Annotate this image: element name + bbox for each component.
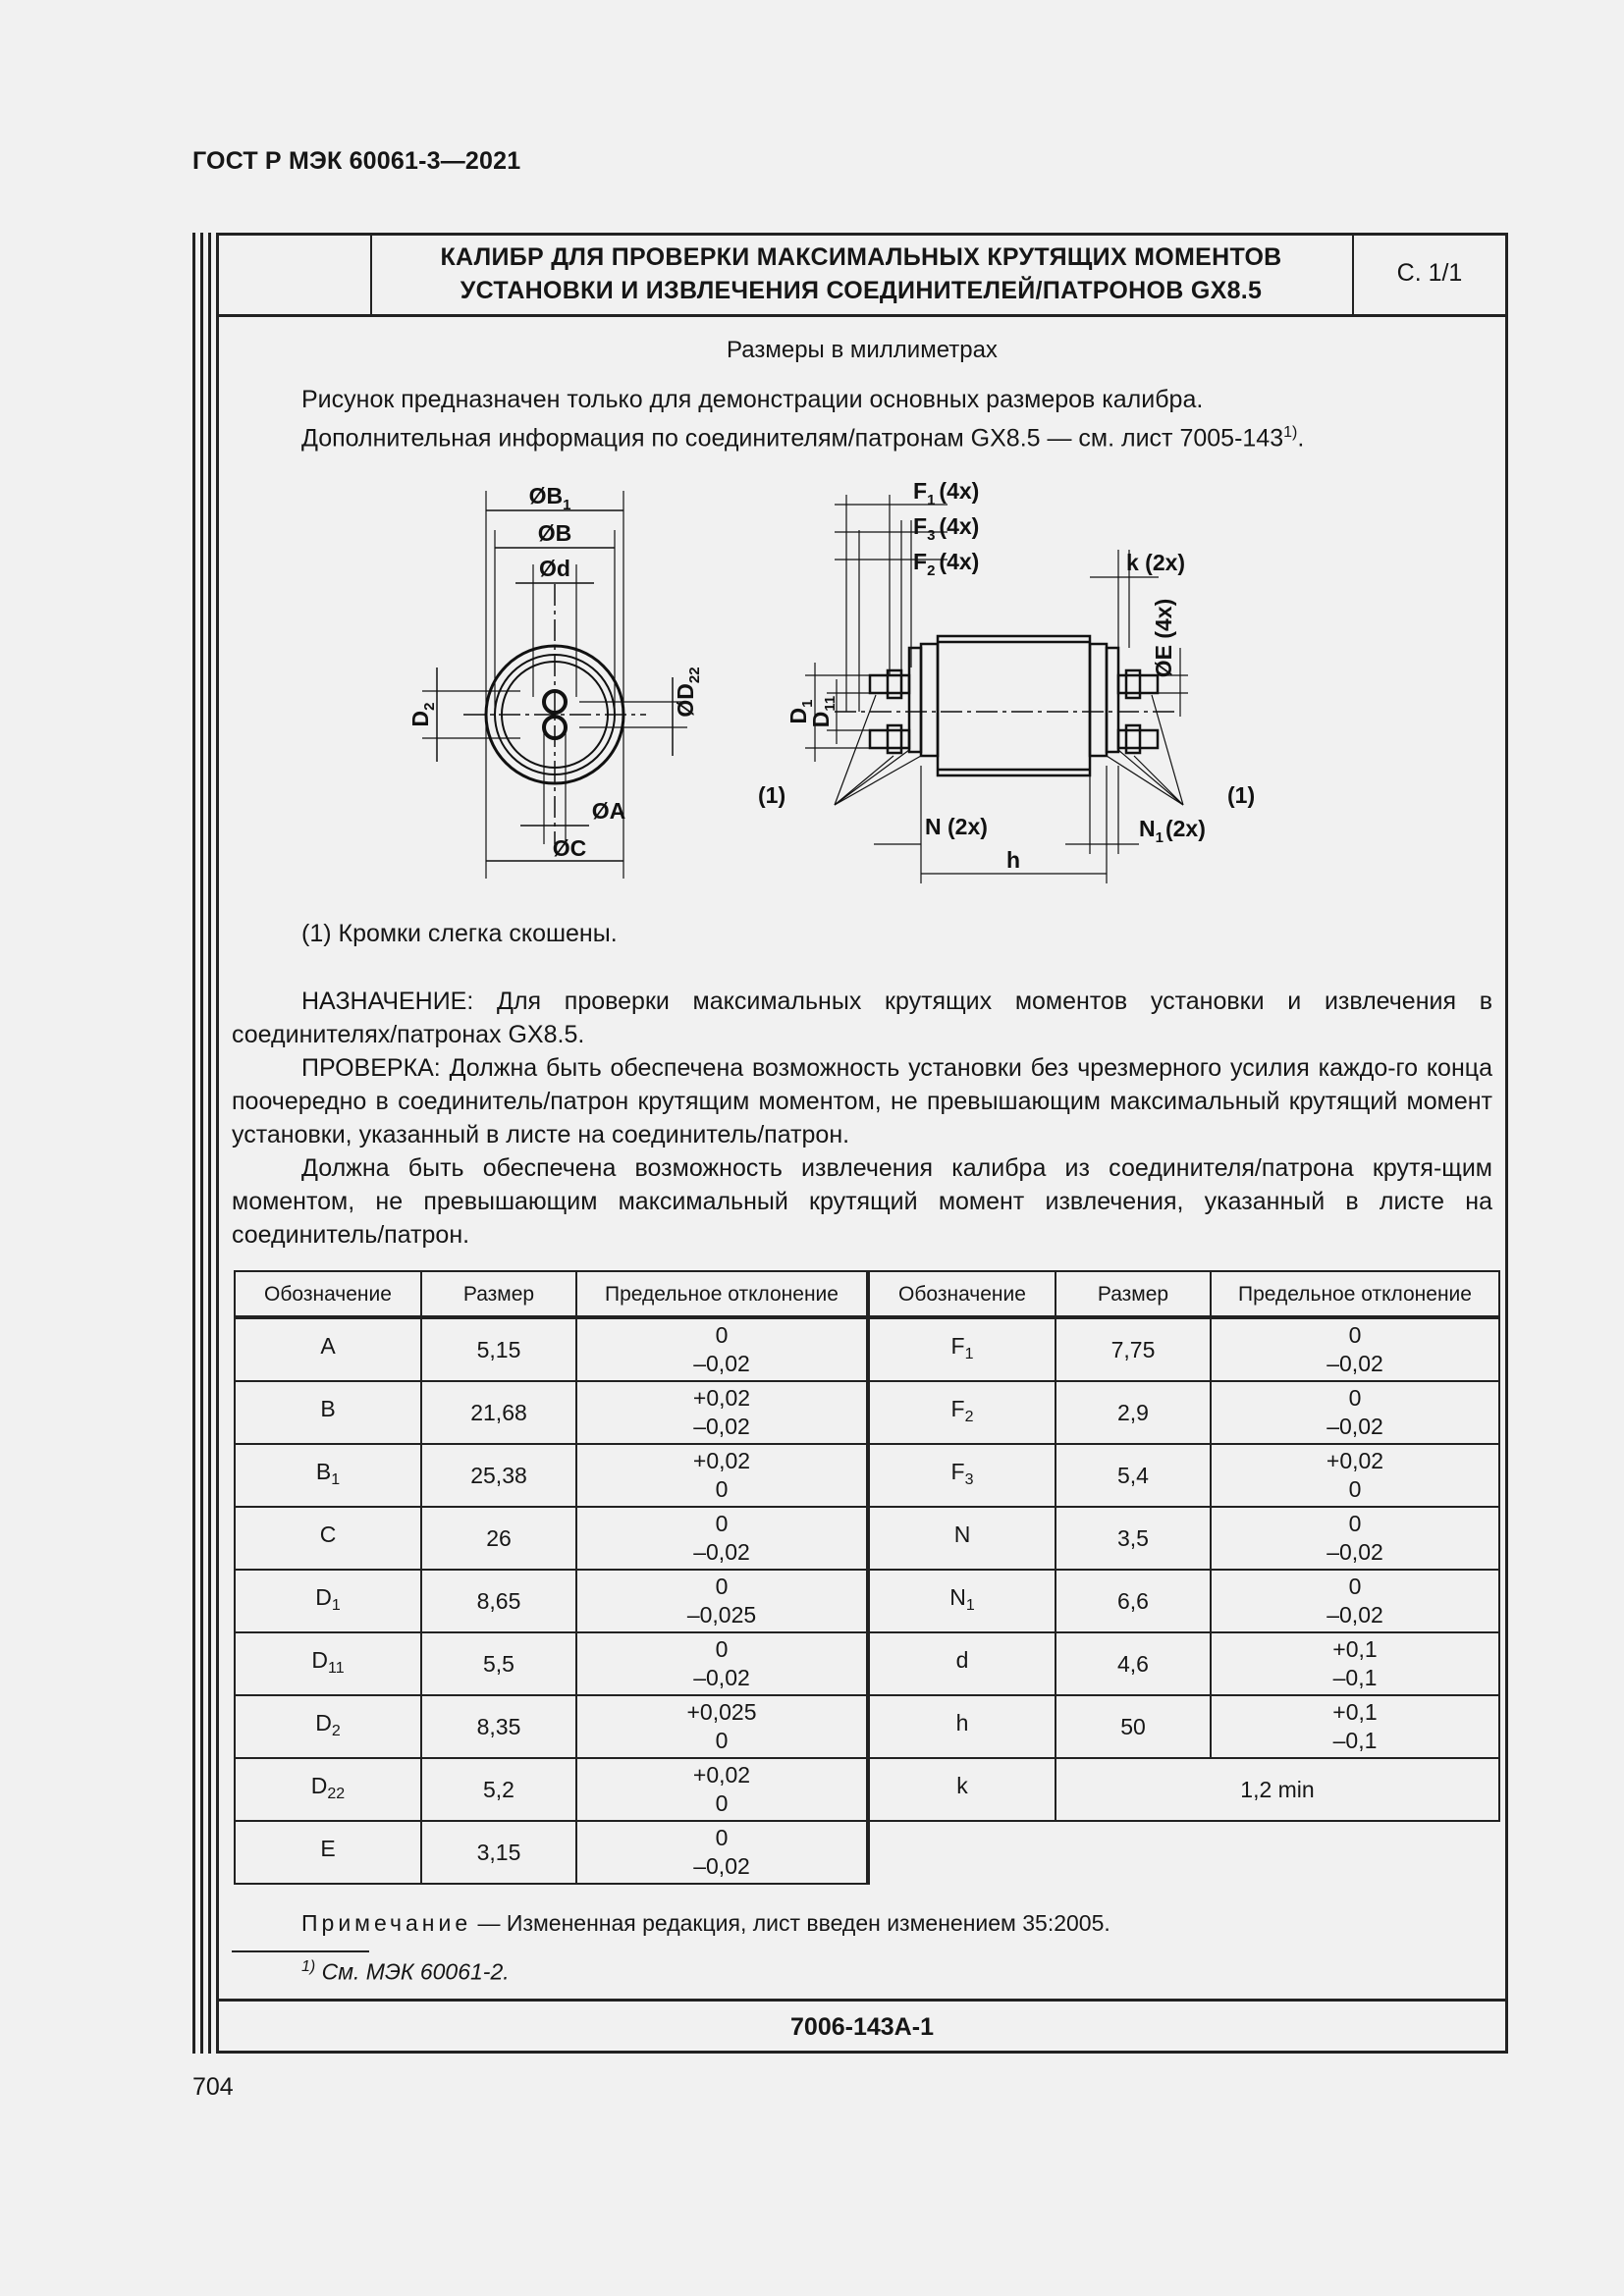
footnote-rule	[232, 1950, 369, 1952]
cell-symbol: $D_1$	[235, 1570, 421, 1632]
sheet-title-line2: УСТАНОВКИ И ИЗВЛЕЧЕНИЯ СОЕДИНИТЕЛЕЙ/ПАТРОНОВ GX8.5	[460, 276, 1263, 304]
label-d22: ØD	[673, 683, 698, 718]
cell-symbol: $F_3$	[868, 1444, 1056, 1507]
cell-symbol: N	[868, 1507, 1056, 1570]
cell-tolerance: 0 –0,02	[1211, 1570, 1499, 1632]
sheet-header	[216, 233, 1508, 317]
label-d: Ød	[539, 556, 570, 581]
footnote-text: См. МЭК 60061-2.	[315, 1958, 510, 1985]
sheet-title-line1: КАЛИБР ДЛЯ ПРОВЕРКИ МАКСИМАЛЬНЫХ КРУТЯЩИХ МОМЕНТОВ	[440, 242, 1282, 271]
cell-symbol: B	[235, 1381, 421, 1444]
cell-tolerance: +0,1 –0,1	[1211, 1632, 1499, 1695]
label-f2: F	[913, 549, 928, 574]
footnote-mark: 1)	[301, 1958, 316, 1975]
cell-symbol: E	[235, 1821, 421, 1884]
cell-tolerance: +0,1 –0,1	[1211, 1695, 1499, 1758]
label-a: ØA	[591, 798, 626, 824]
table-row	[235, 1758, 1499, 1821]
label-n1: N	[1139, 816, 1156, 841]
side-view-dimensioned	[717, 471, 1326, 913]
intro-line2	[301, 416, 1304, 454]
cell-size: 4,6	[1056, 1632, 1211, 1695]
gauge-body-main	[870, 636, 1158, 775]
table-row	[235, 1444, 1499, 1507]
label-d22-sub: 22	[686, 667, 703, 684]
header-cell: Размер	[421, 1271, 576, 1317]
note	[301, 1910, 1110, 1937]
header-blank-cell	[216, 233, 372, 314]
label-edge-right: (1)	[1227, 782, 1256, 808]
header-cell: Обозначение	[235, 1271, 421, 1317]
cell-size: 5,5	[421, 1632, 576, 1695]
label-f2-q: (4x)	[939, 549, 980, 574]
label-f3: F	[913, 513, 928, 539]
table-row	[235, 1317, 1499, 1381]
empty-cell	[868, 1821, 1499, 1884]
label-b: ØB	[537, 520, 572, 546]
svg-text:F2(4x)	[913, 549, 979, 579]
table-row	[235, 1381, 1499, 1444]
svg-text:N1(2x)	[1139, 816, 1206, 846]
cell-symbol: k	[868, 1758, 1056, 1821]
footnote	[301, 1958, 510, 1986]
label-d2: D	[407, 710, 433, 727]
cell-symbol: $F_1$	[868, 1317, 1056, 1381]
table-row	[235, 1507, 1499, 1570]
cell-size: 2,9	[1056, 1381, 1211, 1444]
label-f3-q: (4x)	[939, 513, 980, 539]
cell-size: 3,15	[421, 1821, 576, 1884]
cell-tolerance: +0,02 0	[1211, 1444, 1499, 1507]
cell-tolerance: 0 –0,025	[576, 1570, 868, 1632]
label-d1: D	[785, 707, 811, 724]
label-c: ØC	[552, 835, 587, 861]
cell-symbol: $F_2$	[868, 1381, 1056, 1444]
table-row	[235, 1632, 1499, 1695]
standard-title: ГОСТ Р МЭК 60061-3—2021	[192, 147, 521, 175]
cell-symbol: A	[235, 1317, 421, 1381]
header-cell: Предельное отклонение	[1211, 1271, 1499, 1317]
cell-tolerance: 0 –0,02	[576, 1632, 868, 1695]
binding-line	[192, 233, 195, 2054]
cell-size: 8,65	[421, 1570, 576, 1632]
label-f2-sub: 2	[927, 562, 936, 579]
cell-size: 7,75	[1056, 1317, 1211, 1381]
cell-tolerance: 0 –0,02	[1211, 1507, 1499, 1570]
sheet-code: 7006-143A-1	[216, 1999, 1508, 2054]
note-label: Примечание	[301, 1910, 472, 1936]
label-b1: ØB	[528, 483, 564, 508]
cell-size: 50	[1056, 1695, 1211, 1758]
table-row	[235, 1570, 1499, 1632]
cell-size: 21,68	[421, 1381, 576, 1444]
label-n1-q: (2x)	[1164, 816, 1206, 841]
cell-tolerance: 0 –0,02	[1211, 1381, 1499, 1444]
cell-symbol: $B_1$	[235, 1444, 421, 1507]
note-text: — Измененная редакция, лист введен изменением 35:2005.	[471, 1910, 1110, 1936]
check-paragraph: ПРОВЕРКА: Должна быть обеспечена возможность установки без чрезмерного усилия каждо-го конца поочередно в соединитель/патрон крутящим моментом, не превышающим максимальный крутящий момент установки, указанный в листе на соединитель/патрон.	[232, 1054, 1492, 1148]
cell-symbol: $N_1$	[868, 1570, 1056, 1632]
intro-line2-text: Дополнительная информация по соединителям/патронам GX8.5 — см. лист 7005-143	[301, 424, 1284, 453]
label-d11: D	[808, 711, 834, 728]
label-h: h	[1005, 847, 1021, 873]
intro-line1: Рисунок предназначен только для демонстрации основных размеров калибра.	[301, 386, 1204, 413]
header-cell: Предельное отклонение	[576, 1271, 868, 1317]
removal-paragraph: Должна быть обеспечена возможность извлечения калибра из соединителя/патрона крутя-щим моментом, не превышающим максимальный крутящий момент извлечения, указанный в листе на соединитель/патрон.	[232, 1154, 1492, 1249]
cell-size: 5,2	[421, 1758, 576, 1821]
cell-symbol: $D_2$	[235, 1695, 421, 1758]
sheet-title	[370, 233, 1354, 314]
cell-tolerance: 0 –0,02	[1211, 1317, 1499, 1381]
table-header-row	[235, 1271, 1499, 1317]
label-b1-sub: 1	[563, 497, 571, 513]
table-row	[235, 1821, 1499, 1884]
body-text	[232, 985, 1492, 1252]
header-cell: Обозначение	[868, 1271, 1056, 1317]
dimensions-table	[234, 1270, 1500, 1885]
page-number: 704	[192, 2073, 234, 2101]
svg-text:F3(4x)	[913, 513, 979, 544]
label-n1-sub: 1	[1155, 829, 1164, 846]
label-f3-sub: 3	[927, 527, 936, 544]
label-edge-left: (1)	[758, 782, 786, 808]
cell-size-merged: 1,2 min	[1056, 1758, 1499, 1821]
units-note: Размеры в миллиметрах	[727, 337, 998, 363]
cell-size: 25,38	[421, 1444, 576, 1507]
cell-symbol: C	[235, 1507, 421, 1570]
cell-symbol: $D_{22}$	[235, 1758, 421, 1821]
cell-size: 5,15	[421, 1317, 576, 1381]
cell-tolerance: +0,02 –0,02	[576, 1381, 868, 1444]
cell-size: 3,5	[1056, 1507, 1211, 1570]
label-d11-sub: 11	[822, 695, 839, 712]
cell-tolerance: +0,02 0	[576, 1758, 868, 1821]
intro-text	[301, 383, 1304, 454]
cell-size: 8,35	[421, 1695, 576, 1758]
cell-tolerance: 0 –0,02	[576, 1507, 868, 1570]
cell-symbol: $D_{11}$	[235, 1632, 421, 1695]
cell-size: 6,6	[1056, 1570, 1211, 1632]
label-k: k (2x)	[1126, 550, 1186, 575]
footnote-ref: 1)	[1283, 424, 1298, 441]
cell-tolerance: 0 –0,02	[576, 1821, 868, 1884]
chamfer-note: (1) Кромки слегка скошены.	[301, 920, 618, 947]
binding-line	[208, 233, 211, 2054]
label-n: N (2x)	[925, 814, 988, 839]
cell-tolerance: 0 –0,02	[576, 1317, 868, 1381]
intro-line2-end: .	[1297, 424, 1305, 453]
cell-symbol: h	[868, 1695, 1056, 1758]
label-f1: F	[913, 478, 928, 504]
label-d2-sub: 2	[421, 702, 438, 711]
cell-symbol: d	[868, 1632, 1056, 1695]
label-e: ØE (4x)	[1151, 598, 1176, 678]
header-cell: Размер	[1056, 1271, 1211, 1317]
cell-size: 26	[421, 1507, 576, 1570]
purpose-paragraph: НАЗНАЧЕНИЕ: Для проверки максимальных крутящих моментов установки и извлечения в соединителях/патронах GX8.5.	[232, 988, 1492, 1048]
label-d1-sub: 1	[799, 699, 816, 708]
table-row	[235, 1695, 1499, 1758]
sheet-number: С. 1/1	[1396, 259, 1463, 287]
cell-tolerance: +0,025 0	[576, 1695, 868, 1758]
binding-line	[200, 233, 203, 2054]
cell-tolerance: +0,02 0	[576, 1444, 868, 1507]
label-f1-sub: 1	[927, 492, 936, 508]
cell-size: 5,4	[1056, 1444, 1211, 1507]
svg-text:F1(4x)	[913, 478, 979, 508]
label-f1-q: (4x)	[939, 478, 980, 504]
